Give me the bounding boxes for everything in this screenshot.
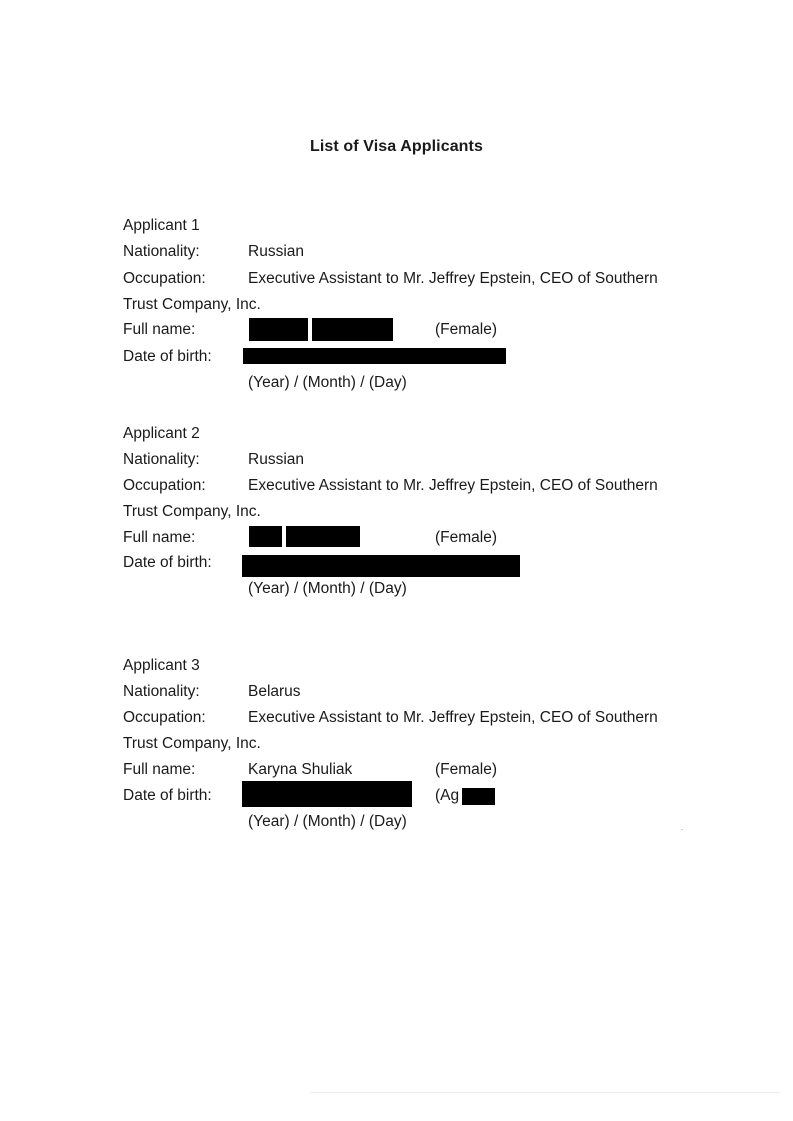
redaction-box <box>286 526 360 547</box>
applicant-2-full-name-label: Full name: <box>123 529 196 546</box>
applicant-3-gender: (Female) <box>435 761 498 778</box>
applicant-1-gender: (Female) <box>435 321 498 338</box>
applicant-2-dob-label: Date of birth: <box>123 554 212 571</box>
applicant-3-heading: Applicant 3 <box>123 657 200 674</box>
applicant-1-date-format: (Year) / (Month) / (Day) <box>248 374 407 391</box>
applicant-1-occupation-line2: Trust Company, Inc. <box>123 296 261 313</box>
applicant-3-occupation-label: Occupation: <box>123 709 206 726</box>
applicant-3-nationality-value: Belarus <box>248 683 301 700</box>
document-title: List of Visa Applicants <box>309 138 483 155</box>
applicant-2-occupation-line1: Executive Assistant to Mr. Jeffrey Epstein, CEO of Southern <box>248 477 658 494</box>
redaction-box <box>249 526 282 547</box>
applicant-1-full-name-label: Full name: <box>123 321 196 338</box>
applicant-1-nationality-label: Nationality: <box>123 243 200 260</box>
applicant-1-dob-label: Date of birth: <box>123 348 212 365</box>
redaction-box <box>243 348 506 364</box>
scan-edge-line <box>310 1092 780 1093</box>
redaction-box <box>462 788 495 805</box>
applicant-1-occupation-label: Occupation: <box>123 270 206 287</box>
applicant-3-dob-label: Date of birth: <box>123 787 212 804</box>
applicant-3-nationality-label: Nationality: <box>123 683 200 700</box>
redaction-box <box>249 318 308 341</box>
applicant-1-occupation-line1: Executive Assistant to Mr. Jeffrey Epstein, CEO of Southern <box>248 270 658 287</box>
applicant-1-nationality-value: Russian <box>248 243 304 260</box>
applicant-2-occupation-label: Occupation: <box>123 477 206 494</box>
applicant-2-occupation-line2: Trust Company, Inc. <box>123 503 261 520</box>
scan-speck <box>681 829 683 830</box>
applicant-3-age-partial: (Ag <box>435 787 460 804</box>
redaction-box <box>312 318 393 341</box>
applicant-1-heading: Applicant 1 <box>123 217 200 234</box>
applicant-2-date-format: (Year) / (Month) / (Day) <box>248 580 407 597</box>
redaction-box <box>242 781 412 807</box>
applicant-3-full-name-label: Full name: <box>123 761 196 778</box>
applicant-2-gender: (Female) <box>435 529 498 546</box>
applicant-3-occupation-line2: Trust Company, Inc. <box>123 735 261 752</box>
applicant-3-date-format: (Year) / (Month) / (Day) <box>248 813 407 830</box>
applicant-3-full-name-value: Karyna Shuliak <box>248 761 353 778</box>
applicant-2-nationality-value: Russian <box>248 451 304 468</box>
applicant-3-occupation-line1: Executive Assistant to Mr. Jeffrey Epstein, CEO of Southern <box>248 709 658 726</box>
applicant-2-heading: Applicant 2 <box>123 425 200 442</box>
applicant-2-nationality-label: Nationality: <box>123 451 200 468</box>
redaction-box <box>242 555 520 577</box>
